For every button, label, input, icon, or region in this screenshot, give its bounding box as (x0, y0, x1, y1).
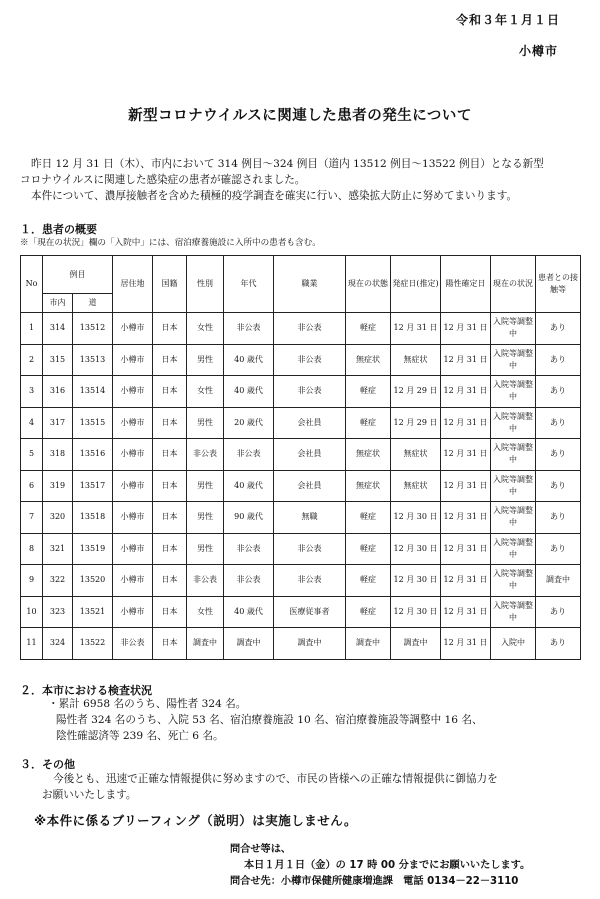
cell-residence: 非公表 (113, 628, 153, 660)
cell-status: 入院等調整中 (491, 533, 536, 565)
cell-city: 316 (43, 376, 73, 408)
cell-residence: 小樽市 (113, 502, 153, 534)
cell-residence: 小樽市 (113, 376, 153, 408)
cell-confirmed: 12 月 31 日 (441, 596, 491, 628)
cell-contact: あり (536, 628, 581, 660)
header-contact: 患者との接触等 (536, 256, 581, 313)
cell-job: 非公表 (274, 313, 346, 345)
cell-symptom: 無症状 (346, 344, 391, 376)
cell-contact: 調査中 (536, 565, 581, 597)
cell-symptom: 軽症 (346, 407, 391, 439)
cell-pref: 13520 (73, 565, 113, 597)
cell-contact: あり (536, 376, 581, 408)
cell-job: 調査中 (274, 628, 346, 660)
table-row (21, 470, 581, 502)
cell-nationality: 日本 (153, 407, 187, 439)
intro-line-1: 昨日 12 月 31 日（木）、市内において 314 例目～324 例目（道内 13512 例目～13522 例目）となる新型 (31, 158, 544, 170)
cell-confirmed: 12 月 31 日 (441, 502, 491, 534)
cell-age: 調査中 (224, 628, 274, 660)
cell-onset: 調査中 (391, 628, 441, 660)
contact-line-2: 本日１月１日（金）の 17 時 00 分までにお願いいたします。 (244, 860, 531, 871)
cell-job: 会社員 (274, 407, 346, 439)
cell-residence: 小樽市 (113, 470, 153, 502)
cell-sex: 女性 (187, 596, 224, 628)
cell-pref: 13512 (73, 313, 113, 345)
cell-no: 5 (21, 439, 43, 471)
cell-confirmed: 12 月 31 日 (441, 313, 491, 345)
cell-age: 非公表 (224, 439, 274, 471)
cell-status: 入院中 (491, 628, 536, 660)
cell-contact: あり (536, 313, 581, 345)
header-case: 例目 (43, 256, 113, 294)
cell-pref: 13517 (73, 470, 113, 502)
cell-contact: あり (536, 344, 581, 376)
cell-no: 9 (21, 565, 43, 597)
cell-pref: 13519 (73, 533, 113, 565)
cell-contact: あり (536, 439, 581, 471)
cell-job: 非公表 (274, 565, 346, 597)
document-date: 令和３年１月１日 (455, 13, 560, 27)
cell-job: 非公表 (274, 344, 346, 376)
cell-age: 40 歳代 (224, 470, 274, 502)
cell-onset: 12 月 30 日 (391, 533, 441, 565)
cell-residence: 小樽市 (113, 439, 153, 471)
cell-age: 非公表 (224, 565, 274, 597)
cell-confirmed: 12 月 31 日 (441, 533, 491, 565)
other-paragraph (42, 771, 498, 803)
header-case-pref: 道 (73, 294, 113, 313)
cell-no: 7 (21, 502, 43, 534)
cell-city: 319 (43, 470, 73, 502)
contact-line-1: 問合せ等は、 (230, 844, 292, 855)
cell-pref: 13515 (73, 407, 113, 439)
cell-contact: あり (536, 533, 581, 565)
cell-status: 入院等調整中 (491, 565, 536, 597)
cell-city: 315 (43, 344, 73, 376)
cell-status: 入院等調整中 (491, 344, 536, 376)
table-row (21, 533, 581, 565)
cell-sex: 女性 (187, 313, 224, 345)
cell-age: 40 歳代 (224, 344, 274, 376)
cell-city: 321 (43, 533, 73, 565)
header-age: 年代 (224, 256, 274, 313)
table-row (21, 596, 581, 628)
cell-status: 入院等調整中 (491, 376, 536, 408)
cell-age: 非公表 (224, 313, 274, 345)
cell-city: 317 (43, 407, 73, 439)
cell-nationality: 日本 (153, 596, 187, 628)
cell-job: 会社員 (274, 439, 346, 471)
table-row (21, 344, 581, 376)
cell-pref: 13518 (73, 502, 113, 534)
briefing-notice: ※本件に係るブリーフィング（説明）は実施しません。 (34, 813, 358, 828)
contact-line-3: 問合せ先：小樽市保健所健康増進課 電話 0134－22－3110 (230, 876, 519, 887)
cell-onset: 無症状 (391, 470, 441, 502)
cell-job: 非公表 (274, 533, 346, 565)
cell-sex: 調査中 (187, 628, 224, 660)
cell-pref: 13513 (73, 344, 113, 376)
cell-residence: 小樽市 (113, 565, 153, 597)
cell-symptom: 軽症 (346, 533, 391, 565)
cell-symptom: 軽症 (346, 313, 391, 345)
patient-table (20, 255, 581, 660)
testing-line-2: 陽性者 324 名のうち、入院 53 名、宿泊療養施設 10 名、宿泊療養施設等調整中 16 名、 (56, 714, 483, 726)
cell-no: 6 (21, 470, 43, 502)
cell-confirmed: 12 月 31 日 (441, 407, 491, 439)
cell-no: 4 (21, 407, 43, 439)
status-note: ※「現在の状況」欄の「入院中」には、宿泊療養施設に入所中の患者も含む。 (20, 238, 321, 248)
cell-confirmed: 12 月 31 日 (441, 344, 491, 376)
cell-residence: 小樽市 (113, 596, 153, 628)
cell-no: 8 (21, 533, 43, 565)
cell-onset: 無症状 (391, 344, 441, 376)
cell-city: 318 (43, 439, 73, 471)
table-row (21, 565, 581, 597)
cell-onset: 12 月 29 日 (391, 376, 441, 408)
cell-nationality: 日本 (153, 313, 187, 345)
table-row (21, 502, 581, 534)
document-title: 新型コロナウイルスに関連した患者の発生について (128, 108, 472, 124)
header-case-city: 市内 (43, 294, 73, 313)
cell-symptom: 無症状 (346, 439, 391, 471)
cell-onset: 12 月 30 日 (391, 502, 441, 534)
header-sex: 性別 (187, 256, 224, 313)
cell-confirmed: 12 月 31 日 (441, 565, 491, 597)
cell-symptom: 軽症 (346, 565, 391, 597)
cell-sex: 男性 (187, 533, 224, 565)
cell-pref: 13516 (73, 439, 113, 471)
issuer-city: 小樽市 (518, 44, 558, 58)
cell-residence: 小樽市 (113, 407, 153, 439)
cell-symptom: 軽症 (346, 596, 391, 628)
cell-sex: 男性 (187, 407, 224, 439)
table-row (21, 628, 581, 660)
other-line-2: お願いいたします。 (42, 789, 137, 801)
cell-onset: 無症状 (391, 439, 441, 471)
cell-contact: あり (536, 596, 581, 628)
cell-status: 入院等調整中 (491, 502, 536, 534)
cell-sex: 男性 (187, 502, 224, 534)
cell-sex: 非公表 (187, 565, 224, 597)
cell-no: 1 (21, 313, 43, 345)
header-nationality: 国籍 (153, 256, 187, 313)
cell-nationality: 日本 (153, 628, 187, 660)
cell-pref: 13521 (73, 596, 113, 628)
cell-symptom: 軽症 (346, 376, 391, 408)
cell-confirmed: 12 月 31 日 (441, 439, 491, 471)
cell-onset: 12 月 29 日 (391, 407, 441, 439)
header-no: No (21, 256, 43, 313)
testing-status (48, 696, 483, 744)
cell-status: 入院等調整中 (491, 407, 536, 439)
cell-nationality: 日本 (153, 565, 187, 597)
cell-residence: 小樽市 (113, 313, 153, 345)
cell-contact: あり (536, 407, 581, 439)
intro-line-3: 本件について、濃厚接触者を含めた積極的疫学調査を確実に行い、感染拡大防止に努めてまいります。 (31, 190, 518, 202)
table-row (21, 407, 581, 439)
section-2-heading: ２．本市における検査状況 (20, 684, 152, 697)
header-symptom: 現在の状態 (346, 256, 391, 313)
cell-onset: 12 月 30 日 (391, 596, 441, 628)
cell-city: 314 (43, 313, 73, 345)
table-row (21, 376, 581, 408)
cell-age: 非公表 (224, 533, 274, 565)
cell-no: 3 (21, 376, 43, 408)
cell-job: 無職 (274, 502, 346, 534)
intro-paragraph (20, 156, 580, 204)
cell-sex: 男性 (187, 470, 224, 502)
cell-onset: 12 月 30 日 (391, 565, 441, 597)
header-onset: 発症日(推定) (391, 256, 441, 313)
cell-sex: 非公表 (187, 439, 224, 471)
cell-age: 90 歳代 (224, 502, 274, 534)
cell-nationality: 日本 (153, 439, 187, 471)
cell-residence: 小樽市 (113, 344, 153, 376)
section-3-heading: ３．その他 (20, 758, 75, 771)
cell-status: 入院等調整中 (491, 439, 536, 471)
section-1-heading: １．患者の概要 (20, 223, 97, 236)
cell-age: 40 歳代 (224, 376, 274, 408)
cell-status: 入院等調整中 (491, 470, 536, 502)
cell-pref: 13514 (73, 376, 113, 408)
intro-line-2: コロナウイルスに関連した感染症の患者が確認されました。 (20, 174, 306, 186)
cell-no: 2 (21, 344, 43, 376)
header-confirmed: 陽性確定日 (441, 256, 491, 313)
table-row (21, 313, 581, 345)
cell-age: 40 歳代 (224, 596, 274, 628)
cell-symptom: 軽症 (346, 502, 391, 534)
cell-sex: 女性 (187, 376, 224, 408)
cell-status: 入院等調整中 (491, 596, 536, 628)
header-job: 職業 (274, 256, 346, 313)
cell-symptom: 調査中 (346, 628, 391, 660)
header-residence: 居住地 (113, 256, 153, 313)
cell-age: 20 歳代 (224, 407, 274, 439)
cell-job: 非公表 (274, 376, 346, 408)
testing-line-3: 陰性確認済等 239 名、死亡 6 名。 (56, 730, 224, 742)
table-row (21, 439, 581, 471)
testing-line-1: ・累計 6958 名のうち、陽性者 324 名。 (48, 698, 247, 710)
cell-city: 322 (43, 565, 73, 597)
cell-nationality: 日本 (153, 376, 187, 408)
cell-contact: あり (536, 470, 581, 502)
other-line-1: 今後とも、迅速で正確な情報提供に努めますので、市民の皆様への正確な情報提供に御協力を (53, 773, 498, 785)
cell-contact: あり (536, 502, 581, 534)
header-status: 現在の状況 (491, 256, 536, 313)
cell-no: 11 (21, 628, 43, 660)
cell-nationality: 日本 (153, 502, 187, 534)
cell-city: 324 (43, 628, 73, 660)
cell-onset: 12 月 31 日 (391, 313, 441, 345)
cell-symptom: 無症状 (346, 470, 391, 502)
cell-job: 会社員 (274, 470, 346, 502)
cell-nationality: 日本 (153, 344, 187, 376)
cell-sex: 男性 (187, 344, 224, 376)
cell-confirmed: 12 月 31 日 (441, 470, 491, 502)
cell-status: 入院等調整中 (491, 313, 536, 345)
cell-city: 323 (43, 596, 73, 628)
cell-nationality: 日本 (153, 533, 187, 565)
cell-residence: 小樽市 (113, 533, 153, 565)
cell-nationality: 日本 (153, 470, 187, 502)
cell-confirmed: 12 月 31 日 (441, 376, 491, 408)
cell-no: 10 (21, 596, 43, 628)
cell-city: 320 (43, 502, 73, 534)
cell-confirmed: 12 月 31 日 (441, 628, 491, 660)
cell-pref: 13522 (73, 628, 113, 660)
cell-job: 医療従事者 (274, 596, 346, 628)
